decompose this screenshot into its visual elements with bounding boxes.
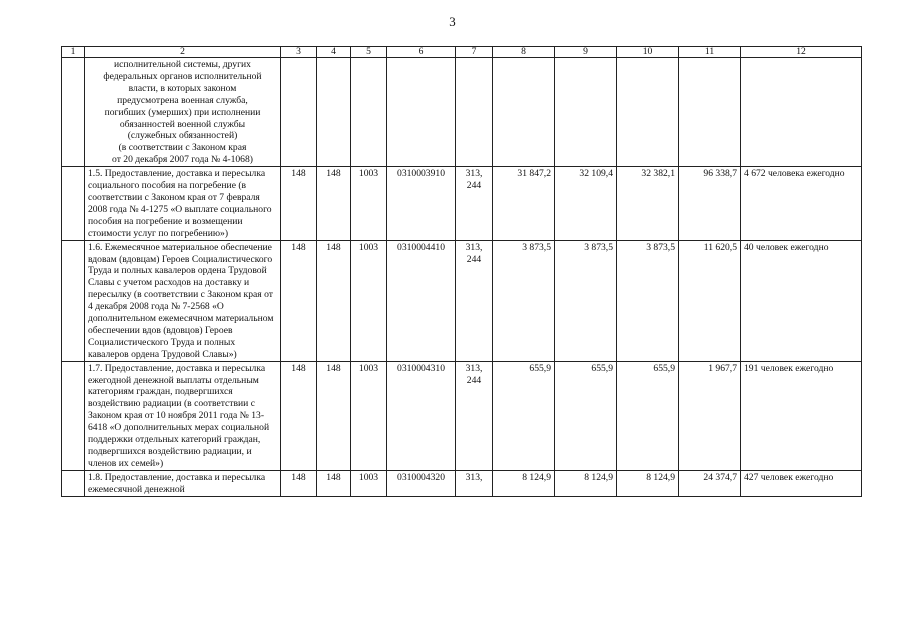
cell-c9: 3 873,5 <box>555 240 617 361</box>
table-row-continuation <box>62 58 862 167</box>
row-description: 1.5. Предоставление, доставка и пересылка социального пособия на погребение (в соответствии с Законом края от 7 февраля 2008 года № 4-1275 «О выплате социального пособия на погребение и возмещении стоимости услуг по погребению») <box>85 167 281 240</box>
cell-c4: 148 <box>317 361 351 470</box>
cell-c8: 31 847,2 <box>493 167 555 240</box>
cell-c11: 96 338,7 <box>679 167 741 240</box>
cell-c10: 655,9 <box>617 361 679 470</box>
cell-c4: 148 <box>317 240 351 361</box>
cell-c12: 191 человек ежегодно <box>741 361 862 470</box>
cell-c3: 148 <box>281 470 317 496</box>
column-number: 10 <box>617 47 679 58</box>
column-number: 9 <box>555 47 617 58</box>
column-number: 12 <box>741 47 862 58</box>
cell-c4: 148 <box>317 470 351 496</box>
cell-c8: 8 124,9 <box>493 470 555 496</box>
cell-c6: 0310004410 <box>387 240 456 361</box>
cell-c9: 655,9 <box>555 361 617 470</box>
cell-c10: 3 873,5 <box>617 240 679 361</box>
cell-c9: 32 109,4 <box>555 167 617 240</box>
column-number: 8 <box>493 47 555 58</box>
cell-c3: 148 <box>281 167 317 240</box>
table-row <box>62 470 862 496</box>
cell-c10: 8 124,9 <box>617 470 679 496</box>
cell-c10: 32 382,1 <box>617 167 679 240</box>
cell-c12: 4 672 человека ежегодно <box>741 167 862 240</box>
cell-c5: 1003 <box>351 240 387 361</box>
cell-c5: 1003 <box>351 470 387 496</box>
cell-c6: 0310004310 <box>387 361 456 470</box>
cell-c11: 1 967,7 <box>679 361 741 470</box>
column-number-row <box>62 47 862 58</box>
cell-c7: 313, 244 <box>456 167 493 240</box>
row-description: 1.8. Предоставление, доставка и пересылка ежемесячной денежной <box>85 470 281 496</box>
row-description: исполнительной системы, других федеральных органов исполнительной власти, в которых законом предусмотрена военная служба, погибших (умерших) при исполнении обязанностей военной службы (служебных обязанностей) (в соответствии с Законом края от 20 декабря 2007 года № 4-1068) <box>85 58 281 167</box>
table-row <box>62 167 862 240</box>
cell-c7: 313, 244 <box>456 240 493 361</box>
cell-c7: 313, 244 <box>456 361 493 470</box>
column-number: 4 <box>317 47 351 58</box>
table-row <box>62 361 862 470</box>
cell-c11: 11 620,5 <box>679 240 741 361</box>
column-number: 7 <box>456 47 493 58</box>
row-description: 1.6. Ежемесячное материальное обеспечение вдовам (вдовцам) Героев Социалистического Труда и полных кавалеров ордена Трудовой Славы с учетом расходов на доставку и пересылку (в соответствии с Законом края от 4 декабря 2008 года № 7-2568 «О дополнительном ежемесячном материальном обеспечении вдов (вдовцов) Героев Социалистического Труда и полных кавалеров ордена Трудовой Славы») <box>85 240 281 361</box>
table-row <box>62 240 862 361</box>
column-number: 6 <box>387 47 456 58</box>
column-number: 3 <box>281 47 317 58</box>
column-number: 2 <box>85 47 281 58</box>
cell-c9: 8 124,9 <box>555 470 617 496</box>
cell-c11: 24 374,7 <box>679 470 741 496</box>
cell-c5: 1003 <box>351 361 387 470</box>
cell-c8: 655,9 <box>493 361 555 470</box>
cell-c4: 148 <box>317 167 351 240</box>
cell-c5: 1003 <box>351 167 387 240</box>
cell-c7: 313, <box>456 470 493 496</box>
cell-c3: 148 <box>281 361 317 470</box>
cell-c12: 427 человек ежегодно <box>741 470 862 496</box>
cell-c12: 40 человек ежегодно <box>741 240 862 361</box>
cell-c6: 0310004320 <box>387 470 456 496</box>
column-number: 11 <box>679 47 741 58</box>
budget-table <box>61 46 862 497</box>
cell-c3: 148 <box>281 240 317 361</box>
row-description: 1.7. Предоставление, доставка и пересылка ежегодной денежной выплаты отдельным категориям граждан, подвергшихся воздействию радиации (в соответствии с Законом края от 10 ноября 2011 года № 13-6418 «О дополнительных мерах социальной поддержки отдельных категорий граждан, подвергшихся воздействию радиации, и членов их семей») <box>85 361 281 470</box>
page-number: 3 <box>449 14 456 29</box>
column-number: 5 <box>351 47 387 58</box>
cell-c8: 3 873,5 <box>493 240 555 361</box>
cell-c6: 0310003910 <box>387 167 456 240</box>
column-number: 1 <box>62 47 85 58</box>
